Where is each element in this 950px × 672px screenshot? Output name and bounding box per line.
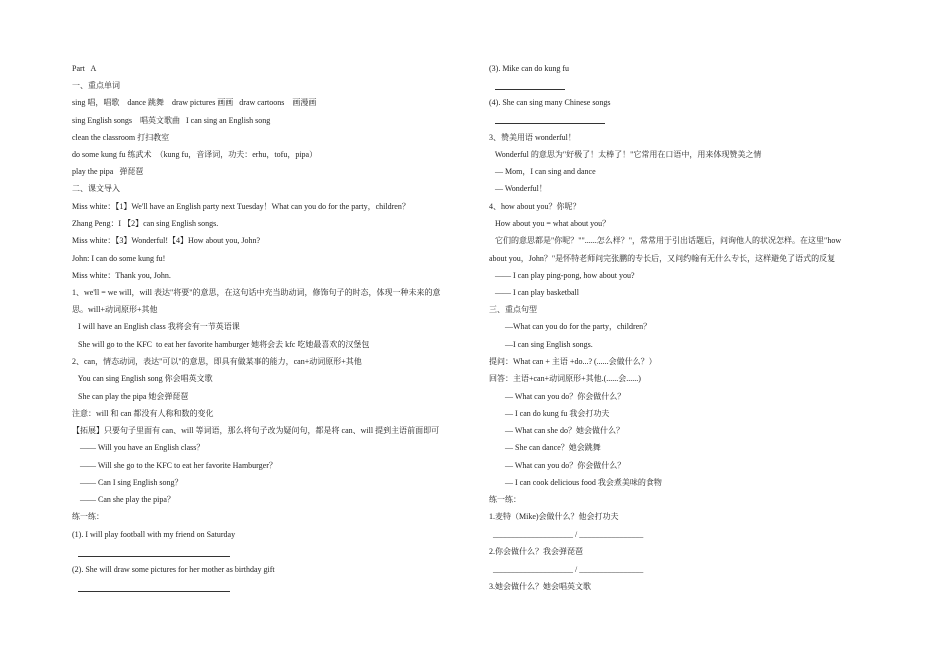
section-heading: 4、how about you？你呢？ — [489, 202, 581, 211]
text-line: do some kung fu 练武术 （kung fu，音译词，功夫：erhu，tofu，pipa） — [72, 150, 318, 159]
section-heading: 二、课文导入 — [72, 184, 120, 193]
example-line: — What can you do？你会做什么？ — [489, 461, 626, 470]
exercise-item: 1.麦特（Mike)会做什么？他会打功夫 — [489, 512, 619, 521]
exercise-item: 3.她会做什么？她会唱英文歌 — [489, 582, 591, 591]
example-line: — What can she do？她会做什么？ — [489, 426, 624, 435]
section-heading: 一、重点单词 — [72, 81, 120, 90]
exercise-heading: 练一练： — [489, 495, 521, 504]
exercise-item: 2.你会做什么？我会弹琵琶 — [489, 547, 583, 556]
exercise-heading: 练一练： — [72, 512, 104, 521]
text-line: 思。will+动词原形+其他 — [72, 305, 158, 314]
example-line: —I can sing English songs. — [489, 340, 593, 349]
dialogue-line: Miss white：【1】We'll have an English party next Tuesday！What can you do for the party，children？ — [72, 202, 410, 211]
text-line: 注意：will 和 can 都没有人称和数的变化 — [72, 409, 214, 418]
example-line: —— Can she play the pipa？ — [72, 495, 175, 504]
dialogue-line: John: I can do some kung fu! — [72, 254, 166, 263]
text-line: How about you = what about you？ — [489, 219, 611, 228]
answer-blank[interactable] — [495, 89, 565, 90]
answer-line[interactable]: ____________________ / ________________ — [489, 530, 644, 539]
example-line: She can play the pipa 她会弹琵琶 — [72, 392, 189, 401]
example-line: —— Can I sing English song？ — [72, 478, 183, 487]
text-line: sing 唱，唱歌 dance 跳舞 draw pictures 画画 draw cartoons 画漫画 — [72, 98, 317, 107]
example-line: —— I can play basketball — [489, 288, 579, 297]
exercise-item: (2). She will draw some pictures for her mother as birthday gift — [72, 565, 275, 574]
text-line: 1、we'll = we will，will 表达"将要"的意思，在这句话中充当助动词，修饰句子的时态，体现一种未来的意 — [72, 288, 441, 297]
dialogue-line: Miss white：Thank you, John. — [72, 271, 171, 280]
answer-blank[interactable] — [78, 556, 230, 557]
example-line: — She can dance？她会跳舞 — [489, 443, 601, 452]
example-line: —— Will she go to the KFC to eat her favorite Hamburger？ — [72, 461, 277, 470]
text-line: 它们的意思都是"你呢？""......怎么样？"，常常用于引出话题后，问询他人的状况怎样。在这里"how — [489, 236, 842, 245]
dialogue-line: Miss white：【3】Wonderful!【4】How about you, John? — [72, 236, 261, 245]
example-line: —— Will you have an English class？ — [72, 443, 205, 452]
text-line: play the pipa 弹琵琶 — [72, 167, 144, 176]
text-line: sing English songs 唱英文歌曲 I can sing an English song — [72, 116, 271, 125]
example-line: — I can do kung fu 我会打功夫 — [489, 409, 610, 418]
text-line: 【拓展】只要句子里面有 can、will 等词语，那么将句子改为疑问句，都是将 can、will 提到主语前面即可 — [72, 426, 440, 435]
example-line: — Mom，I can sing and dance — [489, 167, 596, 176]
exercise-item: (1). I will play football with my friend on Saturday — [72, 530, 236, 539]
example-line: — Wonderful！ — [489, 184, 547, 193]
example-line: You can sing English song 你会唱英文歌 — [72, 374, 213, 383]
example-line: — What can you do？你会做什么？ — [489, 392, 626, 401]
text-line: about you，John？"是怀特老师问完张鹏的专长后，又问约翰有无什么专长，这样避免了语式的反复 — [489, 254, 836, 263]
example-line: —What can you do for the party，children？ — [489, 322, 652, 331]
exercise-item: (3). Mike can do kung fu — [489, 64, 569, 73]
text-line: 2、can，情态动词，表达"可以"的意思，即具有做某事的能力，can+动词原形+其他 — [72, 357, 362, 366]
example-line: — I can cook delicious food 我会煮美味的食物 — [489, 478, 662, 487]
text-line: 提问：What can + 主语 +do...? (......会做什么？） — [489, 357, 657, 366]
example-line: I will have an English class 我将会有一节英语课 — [72, 322, 240, 331]
text-line: 回答：主语+can+动词原形+其他.(......会......) — [489, 374, 641, 383]
text-line: Wonderful 的意思为"好极了！太棒了！"它常用在口语中，用来体现赞美之情 — [489, 150, 762, 159]
exercise-item: (4). She can sing many Chinese songs — [489, 98, 611, 107]
heading-part-a: Part A — [72, 64, 97, 73]
example-line: —— I can play ping-pong, how about you? — [489, 271, 635, 280]
answer-blank[interactable] — [495, 123, 605, 124]
example-line: She will go to the KFC to eat her favorite hamburger 她将会去 kfc 吃她最喜欢的汉堡包 — [72, 340, 370, 349]
answer-line[interactable]: ____________________ / ________________ — [489, 565, 644, 574]
text-line: clean the classroom 打扫教室 — [72, 133, 170, 142]
answer-blank[interactable] — [78, 591, 230, 592]
section-heading: 三、重点句型 — [489, 305, 537, 314]
section-heading: 3、赞美用语 wonderful！ — [489, 133, 576, 142]
dialogue-line: Zhang Peng：I 【2】can sing English songs. — [72, 219, 219, 228]
